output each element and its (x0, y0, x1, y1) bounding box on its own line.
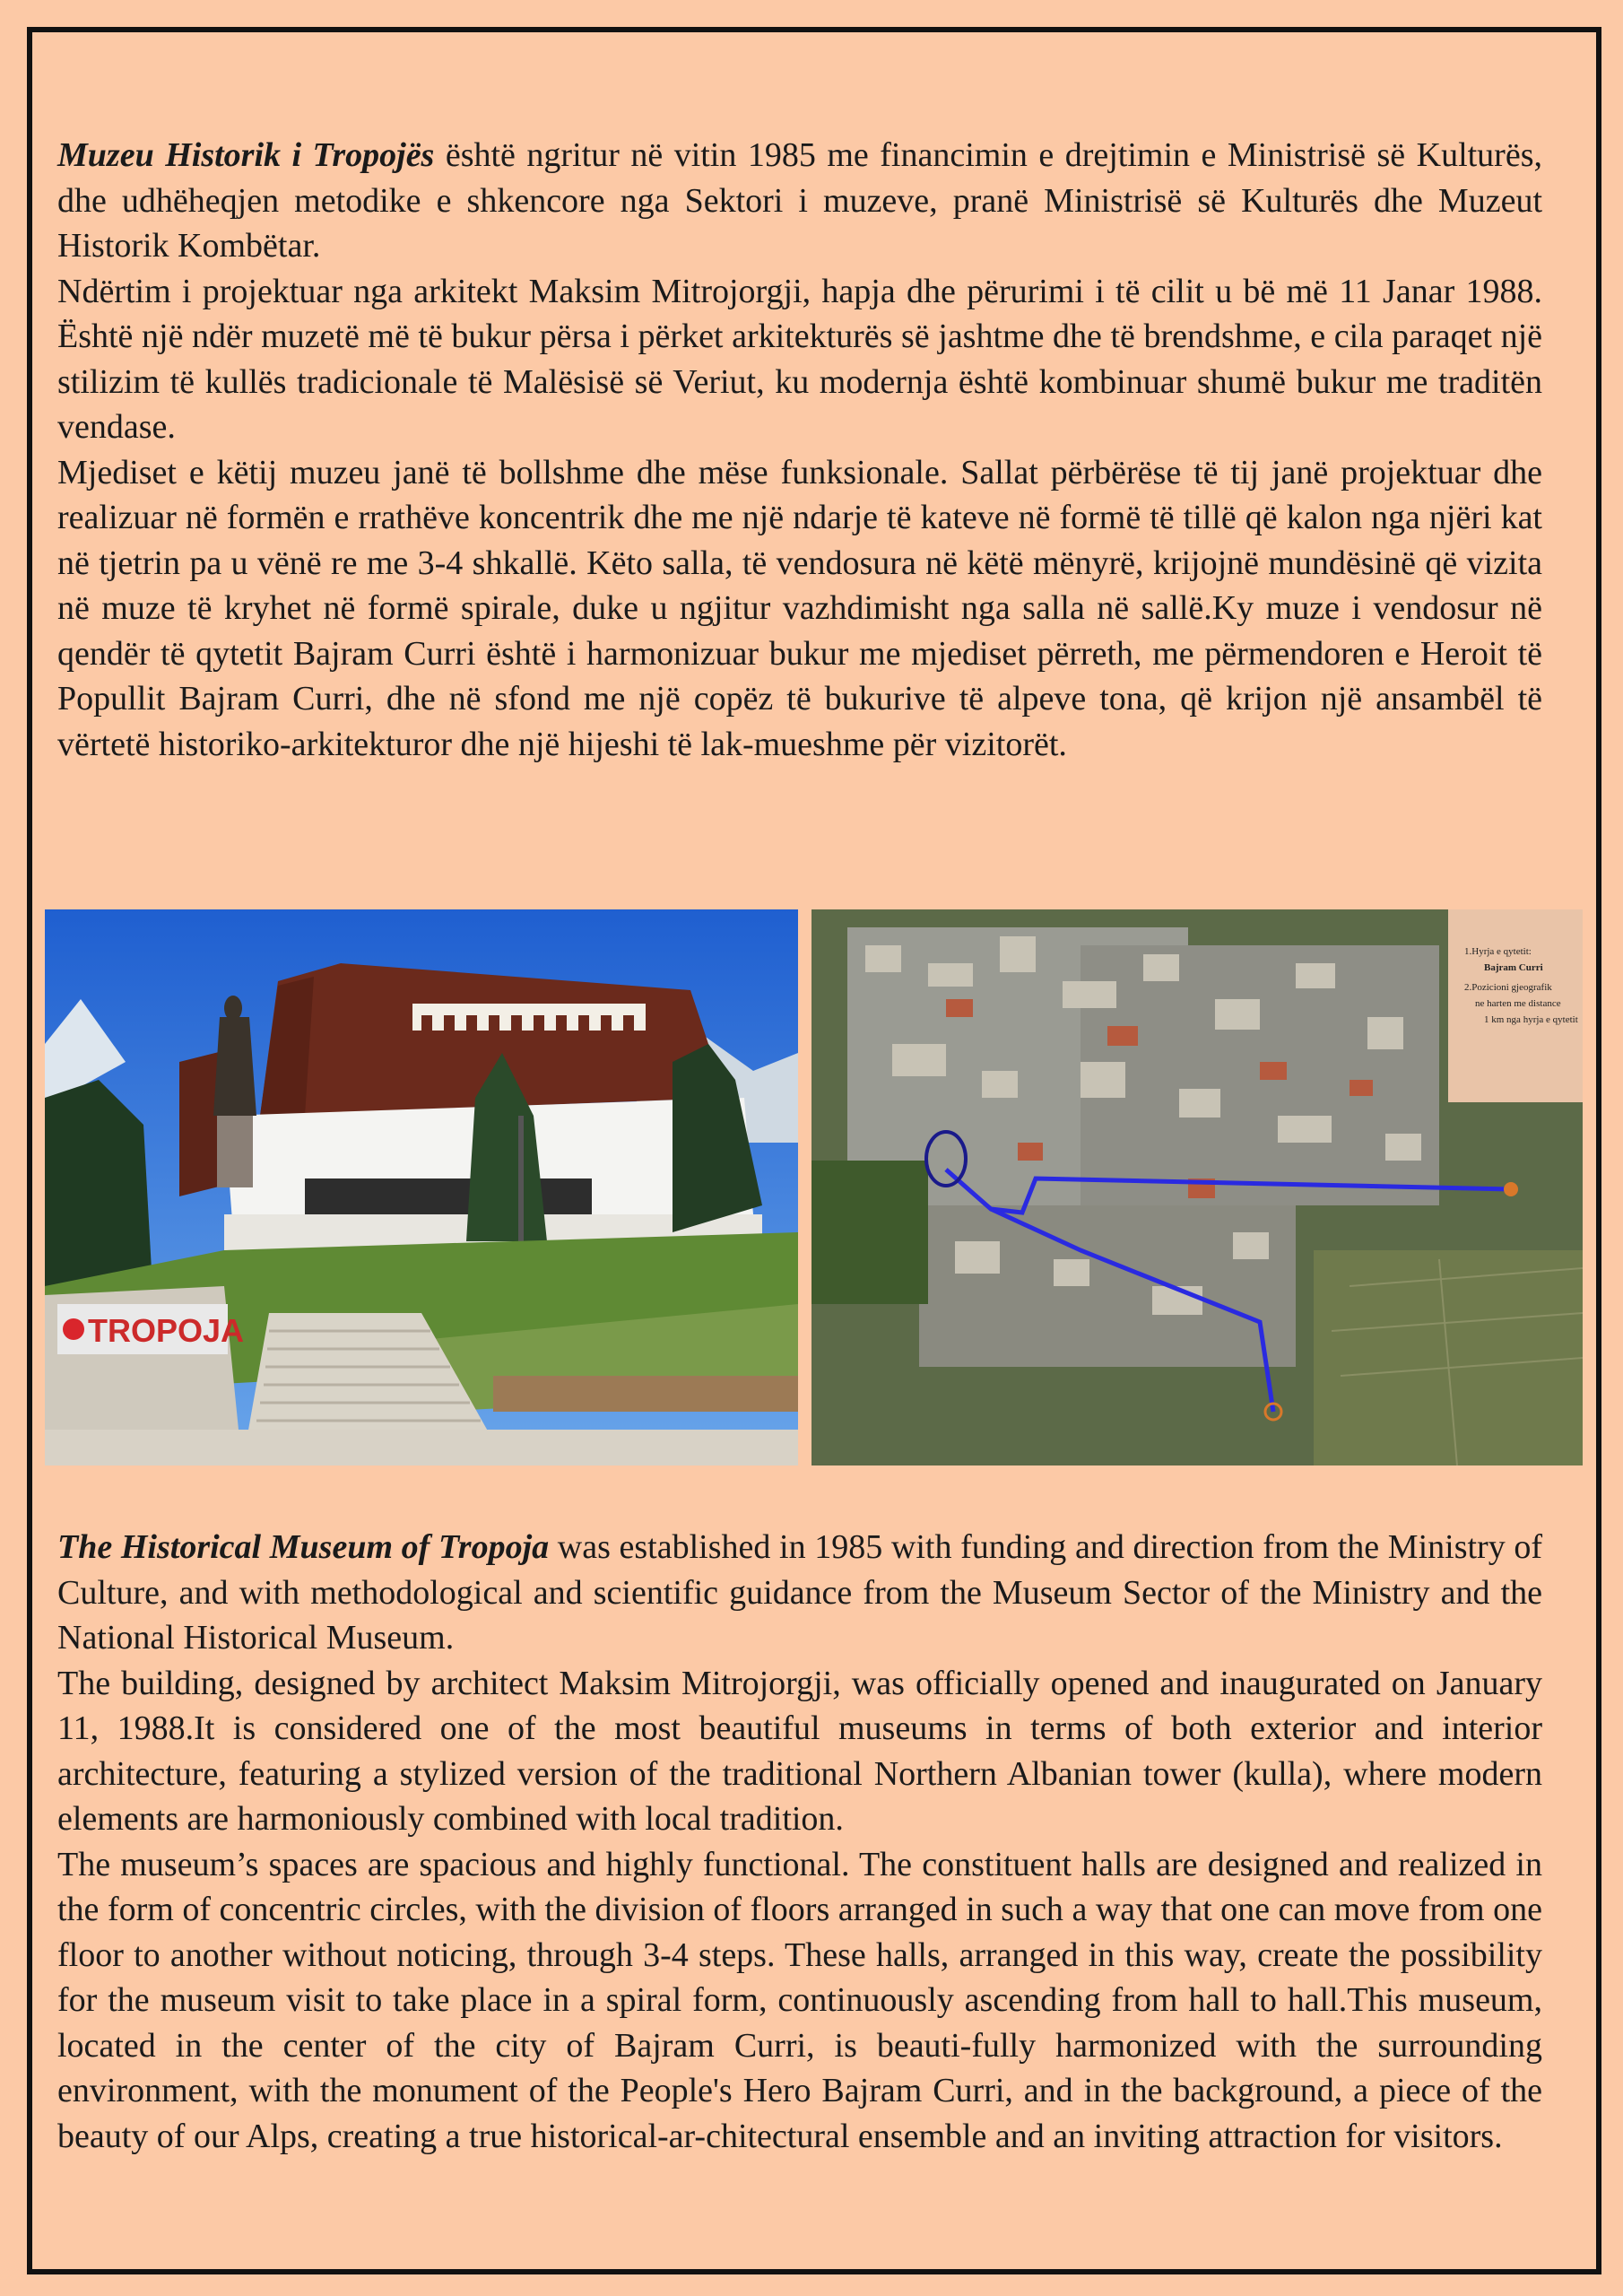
english-paragraph-2: The building, designed by architect Maksim Mitrojorgji, was officially opened and inaugurated on January 11, 1988.It is considered one of the most beautiful museums in terms of both exterior and interior architecture, featuring a stylized version of the traditional Northern Albanian tower (kulla), where modern elements are harmoniously combined with local tradition. (57, 1664, 1542, 1838)
albanian-title: Muzeu Historik i Tropojës (57, 136, 435, 174)
map-legend-line-2: Bajram Curri (1484, 962, 1543, 973)
english-text (57, 1525, 1542, 2159)
albanian-paragraph-2: Ndërtim i projektuar nga arkitekt Maksim Mitrojorgji, hapja dhe përurimi i të cilit u bë më 11 Janar 1988. Është një ndër muzetë më të bukur përsa i përket arkitekturës së jashtme dhe të brendshme, e cila paraqet një stilizim të kullës tradicionale të Malësisë së Veriut, ku modernja është kombinuar shumë bukur me traditën vendase. (57, 272, 1542, 446)
english-paragraph-3: The museum’s spaces are spacious and highly functional. The constituent halls are designed and realized in the form of concentric circles, with the division of floors arranged in such a way that one can move from one floor to another without noticing, through 3-4 steps. These halls, arranged in this way, create the possibility for the museum visit to take place in a spiral form, continuously ascending from hall to hall.This museum, located in the center of the city of Bajram Curri, is beauti-fully harmonized with the surrounding environment, with the monument of the People's Hero Bajram Curri, and in the background, a piece of the beauty of our Alps, creating a true historical-ar-chitectural ensemble and an inviting attraction for visitors. (57, 1845, 1542, 2155)
map-legend-line-4: ne harten me distance (1475, 998, 1561, 1009)
map-photo (812, 909, 1583, 1465)
map-legend-line-3: 2.Pozicioni gjeografik (1464, 982, 1552, 993)
albanian-paragraph-3: Mjediset e këtij muzeu janë të bollshme dhe mëse funksionale. Sallat përbërëse të tij janë projektuar dhe realizuar në formën e rrathëve koncentrik dhe me një ndarje të kateve në formë të tillë që kalon nga njëri kat në tjetrin pa u vënë re me 3-4 shkallë. Këto salla, të vendosura në këtë mënyrë, krijojnë mundësinë që vizita në muze të kryhet në formë spirale, duke u ngjitur vazhdimisht nga salla në sallë.Ky muze i vendosur në qendër të qytetit Bajram Curri është i harmonizuar bukur me mjediset përreth, me përmendoren e Heroit të Popullit Bajram Curri, dhe në sfond me një copëz të bukurive të alpeve tona, që krijon një ansambël të vërtetë historiko-arkitekturor dhe një hijeshi të lak-mueshme për vizitorët. (57, 453, 1542, 763)
english-paragraph-1 (57, 1525, 1542, 1661)
english-title: The Historical Museum of Tropoja (57, 1528, 550, 1566)
museum-photo (45, 909, 798, 1465)
tropoja-sign: TROPOJA (88, 1312, 245, 1349)
albanian-paragraph-1-body: është ngritur në vitin 1985 me financimin e drejtimin e Ministrisë së Kulturës, dhe udhëheqjen metodike e shkencore nga Sektori i muzeve, pranë Ministrisë së Kulturës dhe Muzeut Historik Kombëtar. (57, 136, 1542, 265)
albanian-paragraph-1 (57, 133, 1542, 269)
albanian-text (57, 133, 1542, 767)
map-legend-line-5: 1 km nga hyrja e qytetit (1484, 1014, 1578, 1025)
english-paragraph-1-body: was established in 1985 with funding and direction from the Ministry of Culture, and with methodological and scientific guidance from the Museum Sector of the Ministry and the National Historical Museum. (57, 1528, 1542, 1657)
map-legend-line-1: 1.Hyrja e qytetit: (1464, 946, 1532, 957)
